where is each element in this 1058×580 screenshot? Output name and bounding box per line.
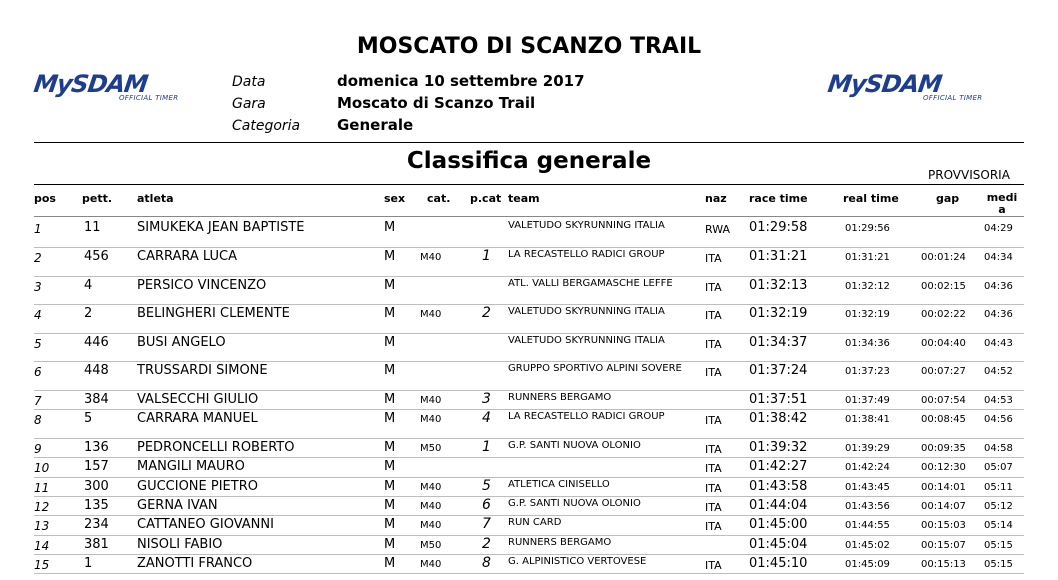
cell-sex: M bbox=[384, 306, 396, 321]
meta-label-categoria: Categoria bbox=[232, 118, 301, 134]
cell-race-time: 01:38:42 bbox=[749, 411, 808, 426]
cell-gap: 00:15:13 bbox=[921, 559, 966, 570]
cell-real-time: 01:43:45 bbox=[845, 482, 890, 493]
cell-atleta: CATTANEO GIOVANNI bbox=[137, 517, 274, 532]
cell-media: 04:36 bbox=[984, 309, 1013, 320]
cell-atleta: ZANOTTI FRANCO bbox=[137, 556, 253, 571]
table-row bbox=[34, 477, 1024, 497]
cell-gap: 00:07:54 bbox=[921, 395, 966, 406]
cell-team: RUNNERS BERGAMO bbox=[508, 392, 612, 403]
cell-team: G. ALPINISTICO VERTOVESE bbox=[508, 556, 647, 567]
cell-media: 04:29 bbox=[984, 223, 1013, 234]
cell-pos: 12 bbox=[34, 500, 50, 514]
cell-race-time: 01:37:51 bbox=[749, 392, 808, 407]
cell-cat: M40 bbox=[420, 395, 442, 406]
cell-atleta: CARRARA LUCA bbox=[137, 249, 238, 264]
cell-race-time: 01:37:24 bbox=[749, 363, 808, 378]
cell-pett: 300 bbox=[84, 479, 109, 494]
table-top-rule bbox=[34, 184, 1024, 185]
cell-race-time: 01:45:10 bbox=[749, 556, 808, 571]
cell-naz: ITA bbox=[705, 414, 722, 427]
cell-race-time: 01:32:19 bbox=[749, 306, 808, 321]
cell-real-time: 01:37:23 bbox=[845, 366, 890, 377]
cell-naz: ITA bbox=[705, 520, 722, 533]
cell-media: 04:52 bbox=[984, 366, 1013, 377]
cell-pcat: 7 bbox=[482, 516, 491, 532]
cell-team: ATL. VALLI BERGAMASCHE LEFFE bbox=[508, 278, 673, 289]
header-divider bbox=[34, 142, 1024, 143]
cell-media: 04:56 bbox=[984, 414, 1013, 425]
cell-media: 05:14 bbox=[984, 520, 1013, 531]
cell-naz: ITA bbox=[705, 338, 722, 351]
cell-atleta: GERNA IVAN bbox=[137, 498, 218, 513]
cell-cat: M40 bbox=[420, 414, 442, 425]
meta-value-gara: Moscato di Scanzo Trail bbox=[337, 94, 536, 112]
cell-real-time: 01:38:41 bbox=[845, 414, 890, 425]
cell-gap: 00:15:07 bbox=[921, 540, 966, 551]
cell-pos: 9 bbox=[34, 442, 42, 456]
col-gap: gap bbox=[936, 192, 960, 205]
cell-real-time: 01:45:09 bbox=[845, 559, 890, 570]
cell-gap: 00:02:22 bbox=[921, 309, 966, 320]
cell-team: GRUPPO SPORTIVO ALPINI SOVERE bbox=[508, 363, 682, 374]
cell-gap: 00:04:40 bbox=[921, 338, 966, 349]
cell-media: 04:34 bbox=[984, 252, 1013, 263]
cell-pett: 381 bbox=[84, 537, 109, 552]
cell-team: ATLETICA CINISELLO bbox=[508, 479, 610, 490]
cell-sex: M bbox=[384, 335, 396, 350]
cell-pos: 4 bbox=[34, 308, 42, 322]
cell-pett: 1 bbox=[84, 556, 93, 571]
cell-media: 05:11 bbox=[984, 482, 1013, 493]
cell-media: 05:15 bbox=[984, 559, 1013, 570]
cell-sex: M bbox=[384, 411, 396, 426]
table-row bbox=[34, 496, 1024, 516]
table-row bbox=[34, 333, 1024, 362]
cell-naz: ITA bbox=[705, 462, 722, 475]
cell-atleta: GUCCIONE PIETRO bbox=[137, 479, 258, 494]
cell-pos: 5 bbox=[34, 337, 42, 351]
table-row bbox=[34, 218, 1024, 248]
table-row bbox=[34, 409, 1024, 439]
meta-value-data: domenica 10 settembre 2017 bbox=[337, 72, 585, 90]
cell-race-time: 01:45:04 bbox=[749, 537, 808, 552]
logo-tagline: OFFICIAL TIMER bbox=[119, 94, 179, 102]
cell-pos: 2 bbox=[34, 251, 42, 265]
cell-gap: 00:02:15 bbox=[921, 281, 966, 292]
cell-pcat: 2 bbox=[482, 305, 491, 321]
cell-pos: 13 bbox=[34, 519, 50, 533]
cell-gap: 00:01:24 bbox=[921, 252, 966, 263]
meta-label-gara: Gara bbox=[232, 96, 266, 112]
table-row bbox=[34, 554, 1024, 574]
cell-pos: 8 bbox=[34, 413, 42, 427]
meta-label-data: Data bbox=[232, 74, 266, 90]
cell-cat: M50 bbox=[420, 443, 442, 454]
cell-race-time: 01:44:04 bbox=[749, 498, 808, 513]
cell-gap: 00:15:03 bbox=[921, 520, 966, 531]
cell-pos: 11 bbox=[34, 481, 50, 495]
status-label: PROVVISORIA bbox=[928, 168, 1010, 182]
cell-atleta: PERSICO VINCENZO bbox=[137, 278, 267, 293]
cell-pcat: 1 bbox=[482, 439, 491, 455]
cell-race-time: 01:32:13 bbox=[749, 278, 808, 293]
cell-pett: 135 bbox=[84, 498, 109, 513]
col-pcat: p.cat bbox=[470, 192, 502, 205]
cell-naz: ITA bbox=[705, 252, 722, 265]
cell-atleta: NISOLI FABIO bbox=[137, 537, 223, 552]
cell-naz: ITA bbox=[705, 482, 722, 495]
cell-sex: M bbox=[384, 363, 396, 378]
cell-naz: ITA bbox=[705, 501, 722, 514]
cell-gap: 00:08:45 bbox=[921, 414, 966, 425]
cell-pcat: 2 bbox=[482, 536, 491, 552]
cell-team: LA RECASTELLO RADICI GROUP bbox=[508, 249, 665, 260]
cell-pett: 11 bbox=[84, 220, 101, 235]
cell-atleta: VALSECCHI GIULIO bbox=[137, 392, 259, 407]
cell-sex: M bbox=[384, 517, 396, 532]
cell-media: 05:12 bbox=[984, 501, 1013, 512]
table-row bbox=[34, 247, 1024, 277]
mysdam-logo-right bbox=[828, 72, 982, 102]
table-row bbox=[34, 535, 1024, 555]
cell-media: 04:36 bbox=[984, 281, 1013, 292]
cell-pett: 448 bbox=[84, 363, 109, 378]
cell-race-time: 01:42:27 bbox=[749, 459, 808, 474]
race-title: MOSCATO DI SCANZO TRAIL bbox=[356, 34, 702, 59]
cell-naz: ITA bbox=[705, 309, 722, 322]
col-naz: naz bbox=[705, 192, 727, 205]
cell-cat: M50 bbox=[420, 540, 442, 551]
cell-team: VALETUDO SKYRUNNING ITALIA bbox=[508, 220, 665, 231]
cell-atleta: TRUSSARDI SIMONE bbox=[137, 363, 268, 378]
table-row bbox=[34, 457, 1024, 478]
cell-team: G.P. SANTI NUOVA OLONIO bbox=[508, 440, 641, 451]
cell-race-time: 01:39:32 bbox=[749, 440, 808, 455]
cell-team: VALETUDO SKYRUNNING ITALIA bbox=[508, 306, 665, 317]
cell-pett: 456 bbox=[84, 249, 109, 264]
col-pett: pett. bbox=[82, 192, 113, 205]
col-sex: sex bbox=[384, 192, 406, 205]
cell-pett: 5 bbox=[84, 411, 93, 426]
cell-real-time: 01:39:29 bbox=[845, 443, 890, 454]
cell-atleta: BUSI ANGELO bbox=[137, 335, 226, 350]
cell-naz: ITA bbox=[705, 281, 722, 294]
cell-pcat: 8 bbox=[482, 555, 491, 571]
table-row bbox=[34, 304, 1024, 334]
table-row bbox=[34, 276, 1024, 305]
cell-cat: M40 bbox=[420, 559, 442, 570]
header-bottom-rule bbox=[34, 216, 1024, 217]
cell-atleta: MANGILI MAURO bbox=[137, 459, 245, 474]
cell-pos: 3 bbox=[34, 280, 42, 294]
cell-naz: RWA bbox=[705, 223, 730, 236]
cell-pett: 234 bbox=[84, 517, 109, 532]
cell-pos: 6 bbox=[34, 365, 42, 379]
cell-gap: 00:14:01 bbox=[921, 482, 966, 493]
cell-real-time: 01:32:12 bbox=[845, 281, 890, 292]
table-row bbox=[34, 515, 1024, 536]
cell-pett: 446 bbox=[84, 335, 109, 350]
meta-value-categoria: Generale bbox=[337, 116, 414, 134]
col-media: medi a bbox=[986, 191, 1018, 216]
cell-sex: M bbox=[384, 556, 396, 571]
cell-cat: M40 bbox=[420, 252, 442, 263]
col-atleta: atleta bbox=[137, 192, 174, 205]
cell-pos: 15 bbox=[34, 558, 50, 572]
cell-race-time: 01:29:58 bbox=[749, 220, 808, 235]
cell-pett: 4 bbox=[84, 278, 93, 293]
logo-wordmark: MySDAM bbox=[826, 70, 944, 98]
cell-sex: M bbox=[384, 498, 396, 513]
cell-real-time: 01:29:56 bbox=[845, 223, 890, 234]
cell-sex: M bbox=[384, 392, 396, 407]
cell-atleta: PEDRONCELLI ROBERTO bbox=[137, 440, 295, 455]
cell-atleta: CARRARA MANUEL bbox=[137, 411, 258, 426]
table-row bbox=[34, 390, 1024, 410]
cell-pcat: 1 bbox=[482, 248, 491, 264]
cell-cat: M40 bbox=[420, 309, 442, 320]
cell-team: G.P. SANTI NUOVA OLONIO bbox=[508, 498, 641, 509]
cell-cat: M40 bbox=[420, 482, 442, 493]
cell-pcat: 5 bbox=[482, 478, 491, 494]
cell-gap: 00:14:07 bbox=[921, 501, 966, 512]
cell-race-time: 01:34:37 bbox=[749, 335, 808, 350]
cell-pett: 384 bbox=[84, 392, 109, 407]
cell-real-time: 01:32:19 bbox=[845, 309, 890, 320]
cell-gap: 00:12:30 bbox=[921, 462, 966, 473]
cell-media: 04:53 bbox=[984, 395, 1013, 406]
cell-atleta: SIMUKEKA JEAN BAPTISTE bbox=[137, 220, 305, 235]
cell-real-time: 01:45:02 bbox=[845, 540, 890, 551]
table-row bbox=[34, 438, 1024, 458]
cell-race-time: 01:31:21 bbox=[749, 249, 808, 264]
cell-gap: 00:07:27 bbox=[921, 366, 966, 377]
cell-real-time: 01:37:49 bbox=[845, 395, 890, 406]
col-cat: cat. bbox=[427, 192, 451, 205]
table-row bbox=[34, 361, 1024, 391]
section-title: Classifica generale bbox=[406, 148, 652, 174]
cell-pos: 1 bbox=[34, 222, 42, 236]
cell-real-time: 01:44:55 bbox=[845, 520, 890, 531]
cell-naz: ITA bbox=[705, 443, 722, 456]
cell-naz: ITA bbox=[705, 366, 722, 379]
cell-pett: 136 bbox=[84, 440, 109, 455]
cell-pos: 14 bbox=[34, 539, 50, 553]
cell-team: VALETUDO SKYRUNNING ITALIA bbox=[508, 335, 665, 346]
cell-sex: M bbox=[384, 278, 396, 293]
cell-team: RUN CARD bbox=[508, 517, 562, 528]
cell-race-time: 01:45:00 bbox=[749, 517, 808, 532]
cell-media: 05:15 bbox=[984, 540, 1013, 551]
cell-real-time: 01:43:56 bbox=[845, 501, 890, 512]
cell-media: 04:58 bbox=[984, 443, 1013, 454]
col-race-time: race time bbox=[749, 192, 808, 205]
cell-pett: 157 bbox=[84, 459, 109, 474]
cell-real-time: 01:42:24 bbox=[845, 462, 890, 473]
cell-pett: 2 bbox=[84, 306, 93, 321]
cell-gap: 00:09:35 bbox=[921, 443, 966, 454]
cell-cat: M40 bbox=[420, 501, 442, 512]
cell-naz: ITA bbox=[705, 559, 722, 572]
cell-race-time: 01:43:58 bbox=[749, 479, 808, 494]
col-team: team bbox=[508, 192, 540, 205]
col-pos: pos bbox=[34, 192, 56, 205]
cell-sex: M bbox=[384, 249, 396, 264]
cell-media: 04:43 bbox=[984, 338, 1013, 349]
cell-sex: M bbox=[384, 459, 396, 474]
mysdam-logo-left bbox=[34, 72, 178, 102]
logo-tagline: OFFICIAL TIMER bbox=[923, 94, 983, 102]
cell-cat: M40 bbox=[420, 520, 442, 531]
cell-pcat: 4 bbox=[482, 410, 491, 426]
cell-media: 05:07 bbox=[984, 462, 1013, 473]
cell-real-time: 01:31:21 bbox=[845, 252, 890, 263]
cell-team: RUNNERS BERGAMO bbox=[508, 537, 612, 548]
cell-real-time: 01:34:36 bbox=[845, 338, 890, 349]
logo-wordmark: MySDAM bbox=[32, 70, 150, 98]
cell-pos: 10 bbox=[34, 461, 50, 475]
cell-pcat: 3 bbox=[482, 391, 491, 407]
cell-pos: 7 bbox=[34, 394, 42, 408]
cell-pcat: 6 bbox=[482, 497, 491, 513]
cell-sex: M bbox=[384, 440, 396, 455]
cell-atleta: BELINGHERI CLEMENTE bbox=[137, 306, 290, 321]
cell-team: LA RECASTELLO RADICI GROUP bbox=[508, 411, 665, 422]
cell-sex: M bbox=[384, 220, 396, 235]
cell-sex: M bbox=[384, 537, 396, 552]
cell-sex: M bbox=[384, 479, 396, 494]
col-real-time: real time bbox=[843, 192, 899, 205]
